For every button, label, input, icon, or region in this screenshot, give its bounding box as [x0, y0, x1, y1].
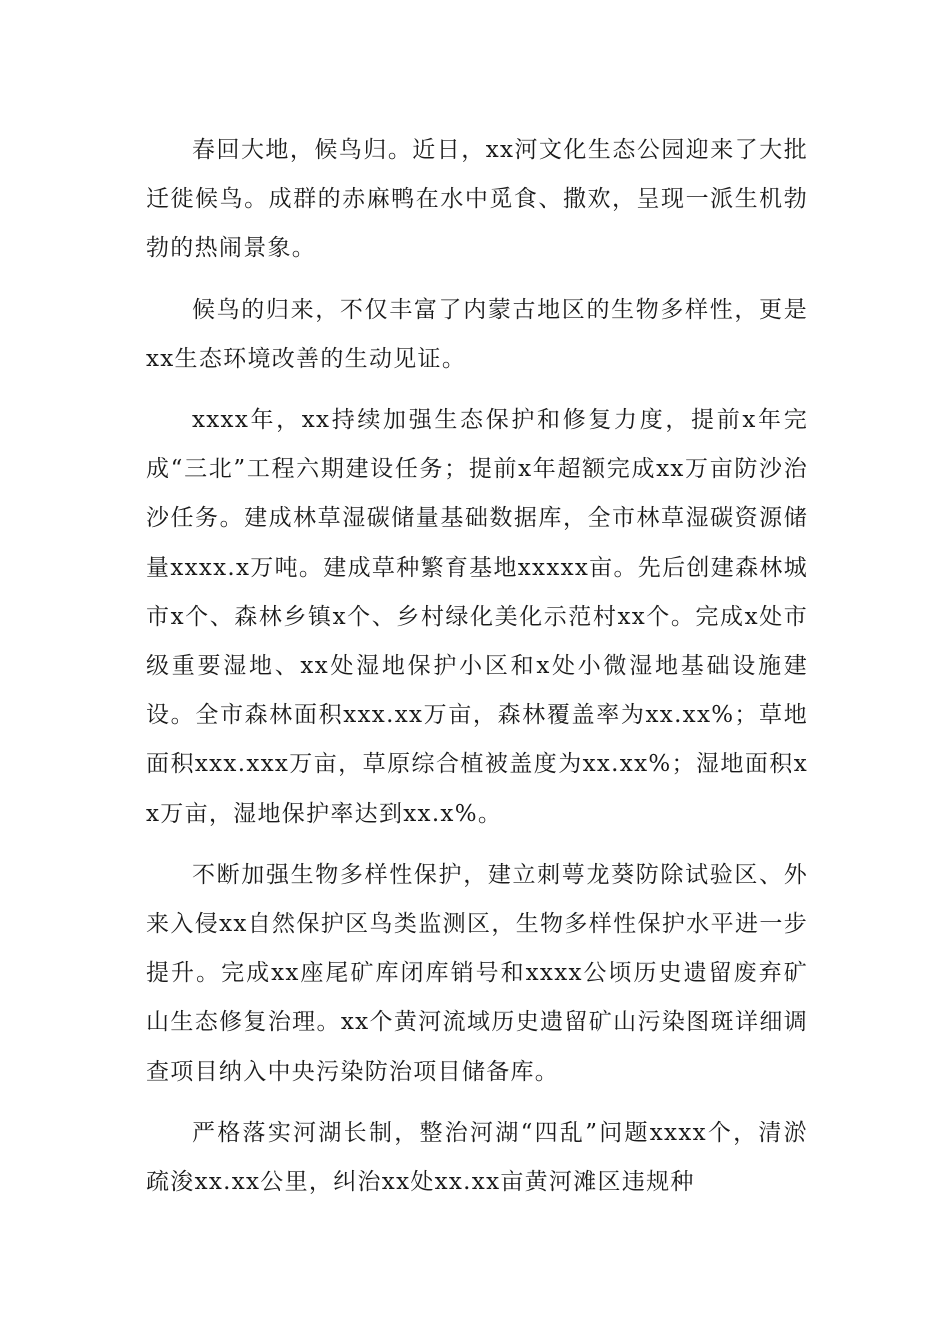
paragraph-2: 候鸟的归来，不仅丰富了内蒙古地区的生物多样性，更是xx生态环境改善的生动见证。 [146, 296, 808, 372]
paragraph-4: 不断加强生物多样性保护，建立刺萼龙葵防除试验区、外来入侵xx自然保护区鸟类监测区，生物多样性保护水平进一步提升。完成xx座尾矿库闭库销号和xxxx公顷历史遗留废弃矿山生态修复治理。xx个黄河流域历史遗留矿山污染图斑详细调查项目纳入中央污染防治项目储备库。 [146, 861, 808, 1085]
paragraph-5: 严格落实河湖长制，整治河湖“四乱”问题xxxx个，清淤疏浚xx.xx公里，纠治xx处xx.xx亩黄河滩区违规种 [146, 1119, 808, 1196]
paragraph-1: 春回大地，候鸟归。近日，xx河文化生态公园迎来了大批迁徙候鸟。成群的赤麻鸭在水中觅食、撒欢，呈现一派生机勃勃的热闹景象。 [146, 137, 808, 262]
document-body [146, 126, 808, 1219]
paragraph-3: xxxx年，xx持续加强生态保护和修复力度，提前x年完成“三北”工程六期建设任务；提前x年超额完成xx万亩防沙治沙任务。建成林草湿碳储量基础数据库，全市林草湿碳资源储量xxxx.x万吨。建成草种繁育基地xxxxx亩。先后创建森林城市x个、森林乡镇x个、乡村绿化美化示范村xx个。完成x处市级重要湿地、xx处湿地保护小区和x处小微湿地基础设施建设。全市森林面积xxx.xx万亩，森林覆盖率为xx.xx%；草地面积xxx.xxx万亩，草原综合植被盖度为xx.xx%；湿地面积xx万亩，湿地保护率达到xx.x%。 [146, 407, 808, 827]
